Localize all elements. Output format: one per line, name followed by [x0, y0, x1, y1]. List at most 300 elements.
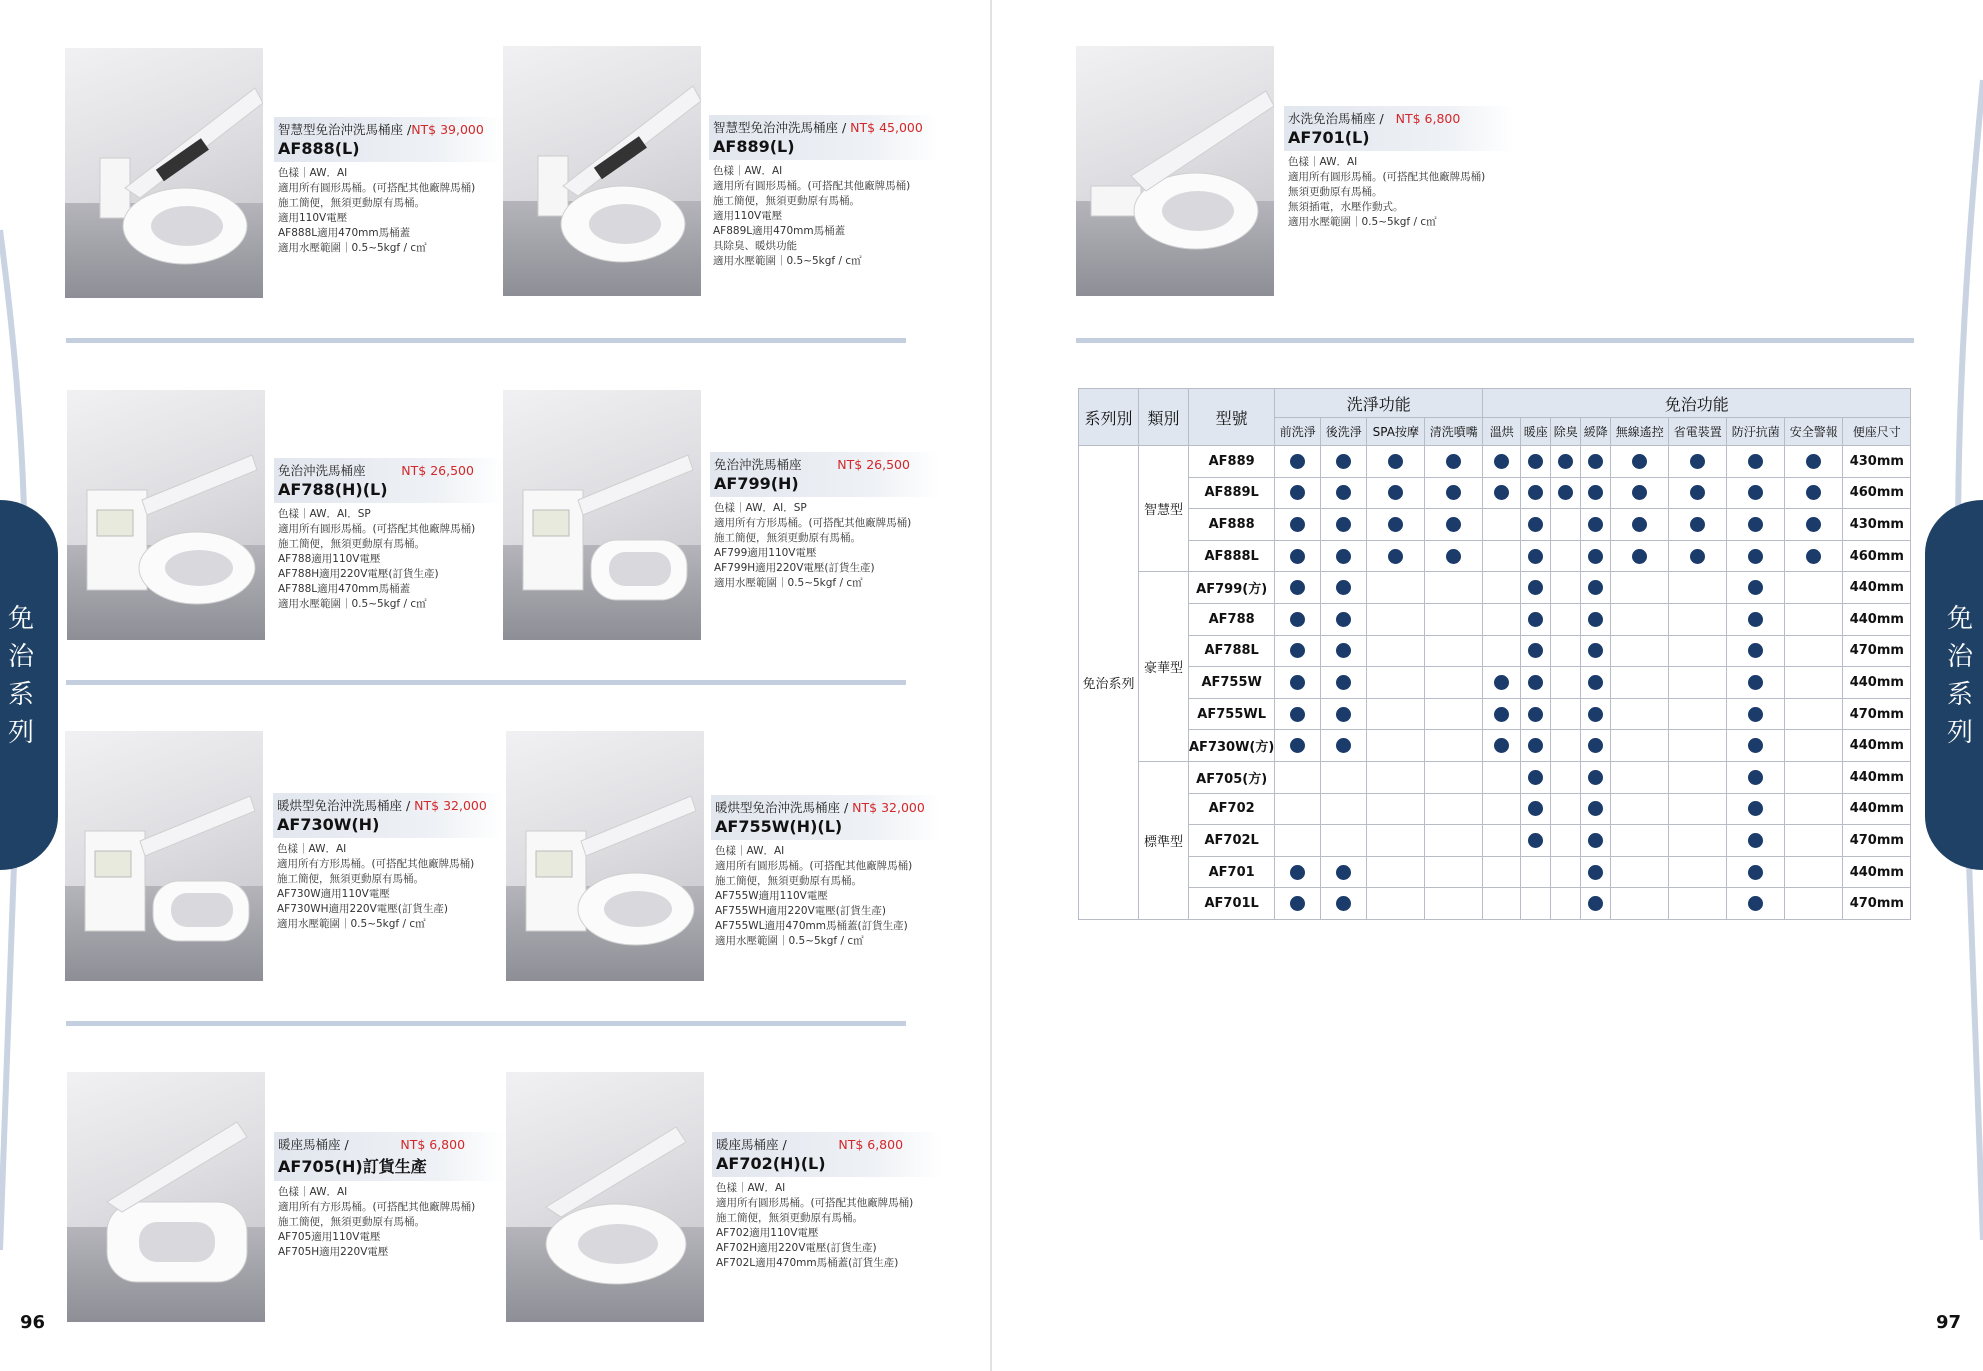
feature-cell [1551, 446, 1581, 478]
feature-cell [1727, 793, 1785, 825]
feature-cell [1425, 888, 1483, 920]
product-category: 暖座馬桶座 / [716, 1137, 787, 1152]
feature-dot-icon [1748, 485, 1763, 500]
feature-dot-icon [1290, 580, 1305, 595]
page-number-left: 96 [20, 1312, 46, 1333]
product-description [274, 503, 504, 612]
feature-cell [1321, 667, 1367, 699]
category-cell: 標準型 [1139, 761, 1189, 919]
side-label-left: 免治系列 [7, 604, 36, 748]
feature-dot-icon [1588, 517, 1603, 532]
seat-size-cell: 430mm [1843, 446, 1911, 478]
desc-line: 施工簡便，無須更動原有馬桶。 [277, 873, 424, 885]
feature-dot-icon [1528, 833, 1543, 848]
feature-cell [1669, 635, 1727, 667]
feature-cell [1785, 635, 1843, 667]
feature-cell [1425, 698, 1483, 730]
model-cell: AF788L [1189, 635, 1275, 667]
feature-dot-icon [1528, 517, 1543, 532]
feature-cell [1275, 635, 1321, 667]
feature-cell [1321, 825, 1367, 857]
product-af888 [274, 117, 504, 256]
desc-line: 具除臭、暖烘功能 [713, 240, 797, 252]
desc-line: 色樣｜AW．AI．SP [278, 508, 371, 520]
feature-cell [1611, 825, 1669, 857]
product-description [711, 840, 941, 949]
product-af705 [274, 1132, 504, 1260]
feature-dot-icon [1336, 865, 1351, 880]
feature-cell [1321, 540, 1367, 572]
feature-dot-icon [1632, 454, 1647, 469]
feature-cell [1521, 856, 1551, 888]
feature-cell [1425, 730, 1483, 762]
desc-line: 適用水壓範圍｜0.5~5kgf / c㎡ [278, 242, 427, 254]
table-row [1079, 825, 1911, 857]
desc-line: 適用水壓範圍｜0.5~5kgf / c㎡ [713, 255, 862, 267]
feature-cell [1727, 667, 1785, 699]
desc-line: 色樣｜AW．AI [278, 167, 348, 179]
feature-cell [1521, 825, 1551, 857]
feature-cell [1785, 477, 1843, 509]
feature-cell [1321, 509, 1367, 541]
product-model: AF889(L) [713, 137, 795, 156]
feature-cell [1521, 793, 1551, 825]
product-description [712, 1177, 942, 1271]
product-price: NT$ 32,000 [414, 798, 487, 813]
column-header: 省電裝置 [1669, 418, 1727, 446]
feature-cell [1521, 540, 1551, 572]
table-row [1079, 667, 1911, 699]
desc-line: 施工簡便，無須更動原有馬桶。 [713, 195, 860, 207]
feature-cell [1611, 540, 1669, 572]
feature-dot-icon [1336, 517, 1351, 532]
column-header: 無線遙控 [1611, 418, 1669, 446]
feature-dot-icon [1748, 549, 1763, 564]
feature-cell [1785, 698, 1843, 730]
product-category: 暖烘型免治沖洗馬桶座 / [277, 798, 411, 813]
feature-cell [1611, 509, 1669, 541]
feature-cell [1551, 477, 1581, 509]
feature-cell [1727, 635, 1785, 667]
feature-dot-icon [1558, 454, 1573, 469]
product-category: 智慧型免治沖洗馬桶座 / [278, 122, 412, 137]
feature-cell [1669, 509, 1727, 541]
feature-cell [1785, 603, 1843, 635]
feature-cell [1785, 730, 1843, 762]
desc-line: 適用所有圓形馬桶。(可搭配其他廠牌馬桶) [715, 860, 913, 872]
feature-cell [1425, 825, 1483, 857]
feature-cell [1551, 825, 1581, 857]
feature-cell [1551, 667, 1581, 699]
feature-cell [1611, 888, 1669, 920]
feature-dot-icon [1290, 865, 1305, 880]
feature-cell [1581, 540, 1611, 572]
product-category: 水洗免治馬桶座 / [1288, 111, 1384, 126]
feature-cell [1425, 761, 1483, 793]
feature-cell [1611, 698, 1669, 730]
feature-cell [1521, 888, 1551, 920]
feature-dot-icon [1558, 485, 1573, 500]
table-row [1079, 730, 1911, 762]
feature-cell [1611, 572, 1669, 604]
feature-cell [1483, 825, 1521, 857]
feature-cell [1581, 793, 1611, 825]
feature-cell [1367, 667, 1425, 699]
feature-dot-icon [1336, 549, 1351, 564]
desc-line: AF702H適用220V電壓(訂貨生產) [716, 1242, 877, 1254]
feature-cell [1275, 793, 1321, 825]
product-category: 免治沖洗馬桶座 [278, 463, 366, 478]
product-description [274, 162, 504, 256]
feature-dot-icon [1290, 485, 1305, 500]
feature-cell [1785, 888, 1843, 920]
model-cell: AF755W [1189, 667, 1275, 699]
feature-cell [1275, 698, 1321, 730]
feature-dot-icon [1588, 612, 1603, 627]
feature-cell [1483, 446, 1521, 478]
desc-line: 適用所有圓形馬桶。(可搭配其他廠牌馬桶) [1288, 171, 1486, 183]
feature-dot-icon [1588, 454, 1603, 469]
product-af788 [274, 458, 504, 612]
feature-cell [1581, 698, 1611, 730]
product-model: AF701(L) [1288, 128, 1370, 147]
feature-cell [1275, 477, 1321, 509]
desc-line: 施工簡便，無須更動原有馬桶。 [716, 1212, 863, 1224]
feature-cell [1669, 698, 1727, 730]
table-row [1079, 572, 1911, 604]
seat-size-cell: 470mm [1843, 825, 1911, 857]
column-header: 便座尺寸 [1843, 418, 1911, 446]
feature-cell [1785, 540, 1843, 572]
desc-line: AF705H適用220V電壓 [278, 1246, 389, 1258]
feature-dot-icon [1748, 675, 1763, 690]
feature-dot-icon [1588, 770, 1603, 785]
model-cell: AF755WL [1189, 698, 1275, 730]
feature-cell [1581, 572, 1611, 604]
column-header: SPA按摩 [1367, 418, 1425, 446]
feature-dot-icon [1494, 675, 1509, 690]
seat-size-cell: 470mm [1843, 698, 1911, 730]
feature-cell [1483, 509, 1521, 541]
product-photo-af888 [65, 48, 263, 298]
feature-cell [1425, 667, 1483, 699]
desc-line: 適用110V電壓 [713, 210, 783, 222]
desc-line: 適用所有圓形馬桶。(可搭配其他廠牌馬桶) [713, 180, 911, 192]
feature-cell [1785, 856, 1843, 888]
product-model: AF799(H) [714, 474, 799, 493]
feature-cell [1521, 572, 1551, 604]
product-category: 免治沖洗馬桶座 [714, 457, 802, 472]
feature-cell [1785, 825, 1843, 857]
feature-cell [1785, 667, 1843, 699]
feature-cell [1321, 793, 1367, 825]
side-label-right: 免治系列 [1946, 604, 1975, 748]
feature-cell [1321, 856, 1367, 888]
seat-size-cell: 430mm [1843, 509, 1911, 541]
seat-size-cell: 470mm [1843, 888, 1911, 920]
feature-cell [1611, 635, 1669, 667]
feature-cell [1785, 509, 1843, 541]
feature-dot-icon [1494, 485, 1509, 500]
model-cell: AF730W(方) [1189, 730, 1275, 762]
page-gutter [990, 0, 992, 1371]
feature-cell [1367, 761, 1425, 793]
feature-dot-icon [1290, 454, 1305, 469]
table-row [1079, 856, 1911, 888]
feature-dot-icon [1748, 865, 1763, 880]
desc-line: 適用所有方形馬桶。(可搭配其他廠牌馬桶) [277, 858, 475, 870]
feature-cell [1321, 603, 1367, 635]
seat-size-cell: 460mm [1843, 540, 1911, 572]
feature-cell [1669, 572, 1727, 604]
desc-line: AF705適用110V電壓 [278, 1231, 381, 1243]
feature-cell [1611, 477, 1669, 509]
feature-cell [1611, 446, 1669, 478]
table-row [1079, 477, 1911, 509]
desc-line: 無須插電，水壓作動式。 [1288, 201, 1404, 213]
desc-line: 色樣｜AW．AI [1288, 156, 1358, 168]
model-cell: AF705(方) [1189, 761, 1275, 793]
feature-cell [1425, 856, 1483, 888]
feature-cell [1669, 888, 1727, 920]
feature-dot-icon [1588, 738, 1603, 753]
feature-dot-icon [1588, 675, 1603, 690]
feature-dot-icon [1388, 517, 1403, 532]
feature-dot-icon [1632, 485, 1647, 500]
desc-line: 施工簡便，無須更動原有馬桶。 [714, 532, 861, 544]
feature-cell [1581, 603, 1611, 635]
feature-cell [1275, 667, 1321, 699]
feature-dot-icon [1748, 612, 1763, 627]
feature-cell [1581, 446, 1611, 478]
feature-cell [1275, 825, 1321, 857]
series-cell: 免治系列 [1079, 446, 1139, 920]
feature-dot-icon [1290, 612, 1305, 627]
feature-dot-icon [1446, 454, 1461, 469]
feature-cell [1275, 603, 1321, 635]
feature-cell [1727, 509, 1785, 541]
feature-dot-icon [1632, 549, 1647, 564]
desc-line: 適用110V電壓 [278, 212, 348, 224]
feature-cell [1727, 698, 1785, 730]
feature-cell [1483, 793, 1521, 825]
desc-line: AF788適用110V電壓 [278, 553, 381, 565]
feature-dot-icon [1336, 643, 1351, 658]
product-price: NT$ 26,500 [837, 457, 910, 472]
feature-dot-icon [1528, 675, 1543, 690]
feature-cell [1483, 730, 1521, 762]
seat-size-cell: 440mm [1843, 856, 1911, 888]
desc-line: AF702適用110V電壓 [716, 1227, 819, 1239]
feature-cell [1321, 477, 1367, 509]
feature-cell [1483, 603, 1521, 635]
desc-line: 適用水壓範圍｜0.5~5kgf / c㎡ [714, 577, 863, 589]
desc-line: 施工簡便，無須更動原有馬桶。 [278, 197, 425, 209]
section-divider [66, 1021, 906, 1026]
desc-line: AF702L適用470mm馬桶蓋(訂貨生產) [716, 1257, 899, 1269]
feature-cell [1669, 761, 1727, 793]
product-af755w [711, 795, 941, 949]
model-cell: AF889L [1189, 477, 1275, 509]
feature-cell [1483, 635, 1521, 667]
product-af730w [273, 793, 503, 932]
table-row [1079, 540, 1911, 572]
desc-line: 適用水壓範圍｜0.5~5kgf / c㎡ [277, 918, 426, 930]
product-price: NT$ 6,800 [1395, 111, 1461, 126]
desc-line: AF755WH適用220V電壓(訂貨生產) [715, 905, 886, 917]
feature-cell [1367, 730, 1425, 762]
feature-cell [1521, 667, 1551, 699]
feature-cell [1367, 477, 1425, 509]
feature-cell [1581, 761, 1611, 793]
feature-dot-icon [1290, 738, 1305, 753]
product-model: AF705(H)訂貨生產 [278, 1157, 427, 1176]
feature-cell [1521, 509, 1551, 541]
feature-cell [1669, 446, 1727, 478]
feature-dot-icon [1336, 896, 1351, 911]
feature-dot-icon [1748, 454, 1763, 469]
seat-size-cell: 470mm [1843, 635, 1911, 667]
product-price: NT$ 32,000 [852, 800, 925, 815]
feature-dot-icon [1588, 833, 1603, 848]
feature-dot-icon [1336, 675, 1351, 690]
feature-cell [1521, 698, 1551, 730]
feature-dot-icon [1388, 549, 1403, 564]
feature-cell [1581, 509, 1611, 541]
feature-cell [1611, 603, 1669, 635]
product-model: AF788(H)(L) [278, 480, 388, 499]
product-model: AF755W(H)(L) [715, 817, 843, 836]
feature-dot-icon [1806, 485, 1821, 500]
product-description [710, 497, 940, 591]
seat-size-cell: 440mm [1843, 761, 1911, 793]
feature-dot-icon [1528, 707, 1543, 722]
feature-dot-icon [1446, 517, 1461, 532]
product-af799 [710, 452, 940, 591]
feature-cell [1521, 446, 1551, 478]
desc-line: AF888L適用470mm馬桶蓋 [278, 227, 411, 239]
feature-cell [1581, 888, 1611, 920]
header-category: 類別 [1139, 389, 1189, 446]
section-divider [66, 680, 906, 685]
feature-cell [1521, 761, 1551, 793]
feature-cell [1669, 856, 1727, 888]
product-photo-af705 [67, 1072, 265, 1322]
feature-dot-icon [1748, 643, 1763, 658]
column-header: 清洗噴嘴 [1425, 418, 1483, 446]
feature-cell [1275, 540, 1321, 572]
desc-line: AF799H適用220V電壓(訂貨生產) [714, 562, 875, 574]
feature-dot-icon [1632, 517, 1647, 532]
product-price: NT$ 6,800 [400, 1137, 466, 1152]
desc-line: AF730W適用110V電壓 [277, 888, 390, 900]
feature-cell [1669, 825, 1727, 857]
feature-cell [1425, 446, 1483, 478]
feature-cell [1581, 635, 1611, 667]
feature-dot-icon [1690, 549, 1705, 564]
feature-cell [1551, 540, 1581, 572]
feature-cell [1727, 603, 1785, 635]
product-model: AF888(L) [278, 139, 360, 158]
desc-line: AF755W適用110V電壓 [715, 890, 828, 902]
feature-cell [1727, 761, 1785, 793]
feature-cell [1425, 793, 1483, 825]
feature-dot-icon [1528, 485, 1543, 500]
feature-dot-icon [1528, 580, 1543, 595]
header-model: 型號 [1189, 389, 1275, 446]
feature-dot-icon [1806, 549, 1821, 564]
feature-dot-icon [1690, 454, 1705, 469]
feature-dot-icon [1528, 738, 1543, 753]
feature-cell [1425, 635, 1483, 667]
feature-cell [1425, 572, 1483, 604]
feature-cell [1321, 761, 1367, 793]
table-row [1079, 698, 1911, 730]
product-price: NT$ 26,500 [401, 463, 474, 478]
table-row [1079, 509, 1911, 541]
seat-size-cell: 440mm [1843, 793, 1911, 825]
product-af701 [1284, 106, 1514, 230]
feature-cell [1669, 667, 1727, 699]
feature-dot-icon [1290, 517, 1305, 532]
desc-line: 適用所有圓形馬桶。(可搭配其他廠牌馬桶) [278, 182, 476, 194]
feature-cell [1785, 572, 1843, 604]
feature-dot-icon [1388, 485, 1403, 500]
desc-line: AF788H適用220V電壓(訂貨生產) [278, 568, 439, 580]
feature-dot-icon [1588, 485, 1603, 500]
product-af889 [709, 115, 939, 269]
feature-cell [1521, 730, 1551, 762]
feature-cell [1669, 540, 1727, 572]
feature-cell [1785, 761, 1843, 793]
table-row [1079, 888, 1911, 920]
feature-dot-icon [1290, 675, 1305, 690]
feature-dot-icon [1446, 485, 1461, 500]
feature-dot-icon [1748, 896, 1763, 911]
feature-cell [1551, 888, 1581, 920]
desc-line: 適用水壓範圍｜0.5~5kgf / c㎡ [715, 935, 864, 947]
feature-dot-icon [1528, 612, 1543, 627]
feature-cell [1321, 698, 1367, 730]
product-description [709, 160, 939, 269]
model-cell: AF701 [1189, 856, 1275, 888]
feature-cell [1669, 603, 1727, 635]
feature-dot-icon [1748, 517, 1763, 532]
model-cell: AF888L [1189, 540, 1275, 572]
seat-size-cell: 460mm [1843, 477, 1911, 509]
feature-dot-icon [1748, 707, 1763, 722]
product-photo-af755w [506, 731, 704, 981]
product-photo-af701 [1076, 46, 1274, 296]
feature-cell [1669, 477, 1727, 509]
feature-cell [1521, 477, 1551, 509]
feature-dot-icon [1588, 549, 1603, 564]
feature-dot-icon [1336, 580, 1351, 595]
model-cell: AF889 [1189, 446, 1275, 478]
feature-cell [1483, 888, 1521, 920]
feature-cell [1367, 540, 1425, 572]
feature-dot-icon [1290, 549, 1305, 564]
desc-line: AF889L適用470mm馬桶蓋 [713, 225, 846, 237]
desc-line: 適用所有圓形馬桶。(可搭配其他廠牌馬桶) [278, 523, 476, 535]
feature-cell [1483, 477, 1521, 509]
desc-line: 色樣｜AW．AI [716, 1182, 786, 1194]
feature-dot-icon [1336, 738, 1351, 753]
feature-cell [1551, 635, 1581, 667]
feature-dot-icon [1806, 517, 1821, 532]
feature-cell [1275, 572, 1321, 604]
feature-dot-icon [1748, 801, 1763, 816]
